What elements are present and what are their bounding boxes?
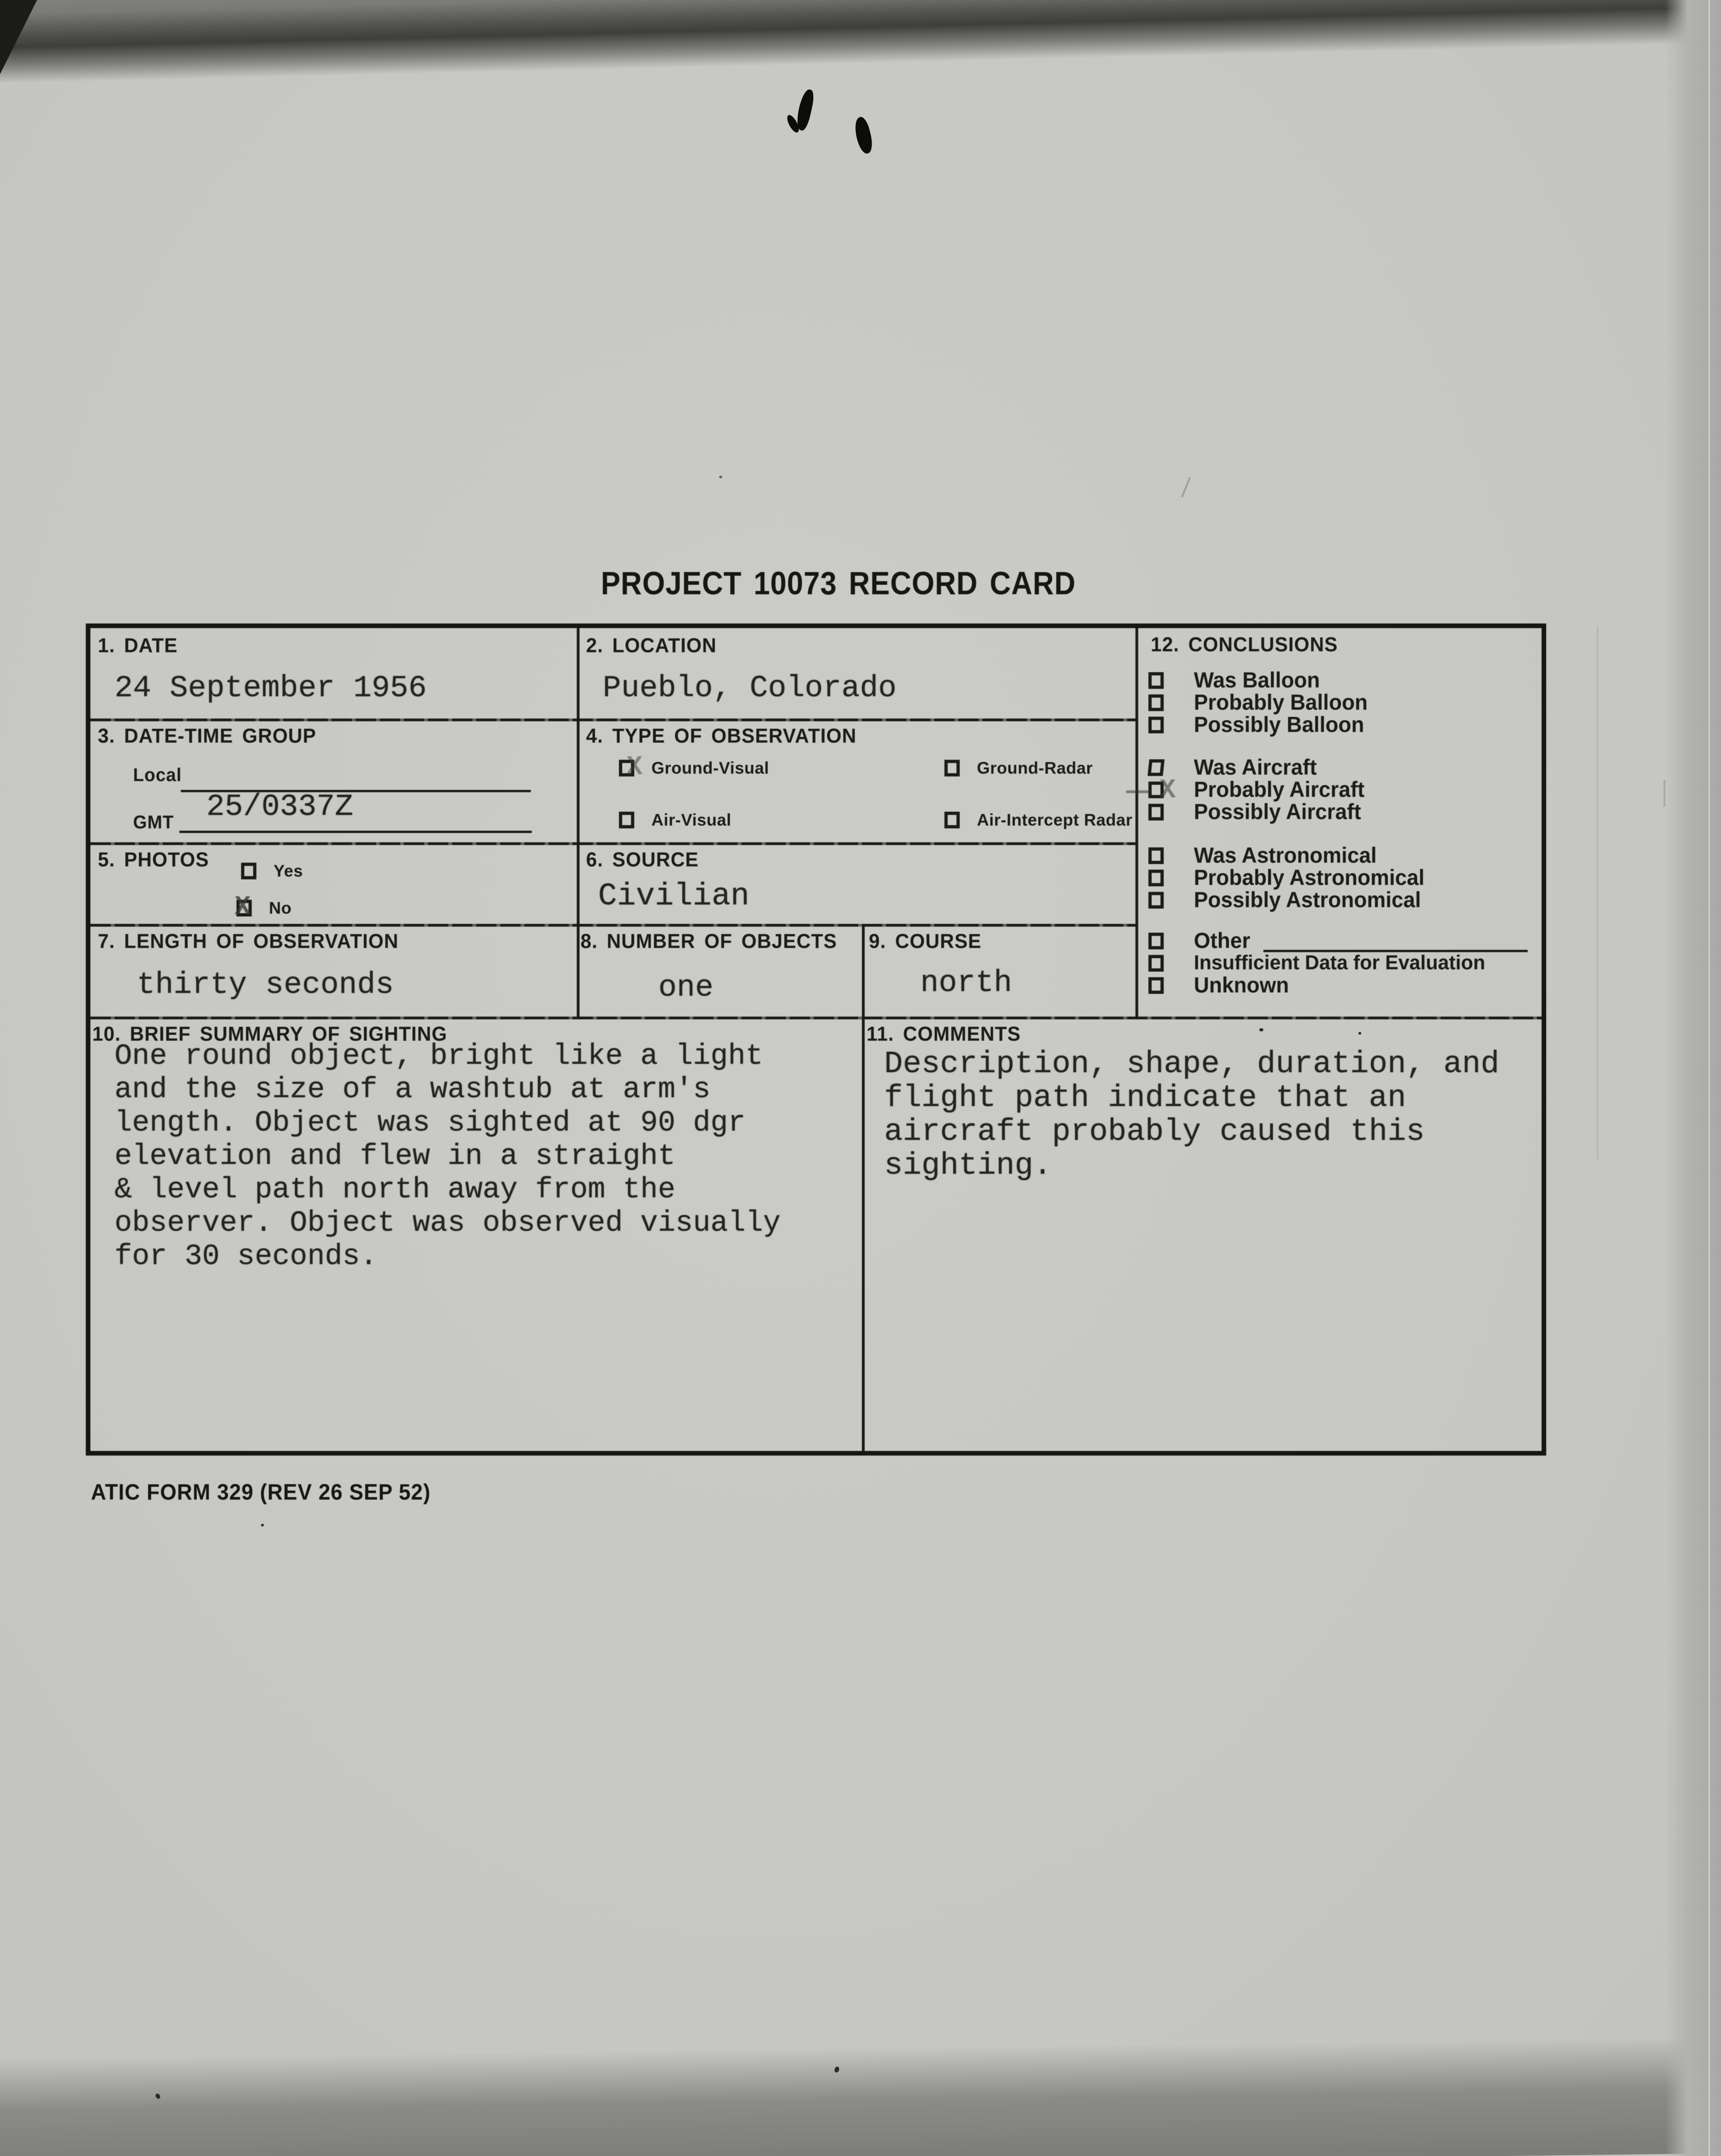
checkbox-air-intercept-radar	[944, 812, 960, 828]
field-value-length-of-observation: thirty seconds	[137, 967, 394, 1002]
gmt-value: 25/0337Z	[206, 789, 353, 824]
field-label-location: 2. LOCATION	[586, 634, 717, 657]
grid-line	[862, 924, 865, 1451]
checkbox-other	[1148, 933, 1164, 949]
field-label-course: 9. COURSE	[869, 930, 982, 953]
scan-top-band	[0, 0, 1721, 88]
checkbox-label: Yes	[274, 861, 303, 880]
checkbox-possibly-astronomical	[1148, 892, 1164, 909]
field-label-type-of-observation: 4. TYPE OF OBSERVATION	[586, 725, 857, 747]
conclusion-label: Insufficient Data for Evaluation	[1194, 951, 1485, 974]
conclusion-label: Was Aircraft	[1194, 755, 1317, 779]
checkbox-label: Air-Intercept Radar	[977, 810, 1133, 829]
grid-line	[90, 719, 1138, 721]
ink-speck	[719, 476, 722, 478]
checkbox-air-visual	[619, 812, 634, 828]
field-label-number-of-objects: 8. NUMBER OF OBJECTS	[580, 930, 837, 953]
comments-line: flight path indicate that an	[884, 1081, 1406, 1116]
grid-line	[1135, 628, 1138, 1018]
field-label-date: 1. DATE	[98, 634, 178, 657]
form-number: ATIC FORM 329 (REV 26 SEP 52)	[91, 1480, 431, 1505]
checkbox-probably-astronomical	[1148, 870, 1164, 886]
conclusion-label: Was Balloon	[1194, 668, 1320, 692]
conclusion-label: Unknown	[1194, 973, 1289, 997]
summary-line: One round object, bright like a light	[115, 1040, 763, 1073]
ink-blob	[852, 115, 875, 155]
check-x-mark: X	[1160, 776, 1176, 806]
checkbox-label: No	[269, 898, 292, 917]
gmt-label: GMT	[133, 812, 174, 833]
check-dash-mark	[1126, 790, 1150, 793]
field-label-comments: 11. COMMENTS	[867, 1023, 1021, 1045]
conclusion-label: Probably Aircraft	[1194, 777, 1365, 801]
checkbox-ground-radar	[944, 760, 960, 776]
scan-left-edge	[0, 70, 22, 2091]
field-label-photos: 5. PHOTOS	[98, 848, 209, 871]
local-label: Local	[133, 765, 182, 785]
grid-line	[90, 924, 1138, 927]
comments-line: sighting.	[884, 1148, 1052, 1183]
field-label-date-time-group: 3. DATE-TIME GROUP	[98, 725, 317, 747]
ink-speck	[261, 1524, 264, 1526]
checkbox-insufficient-data	[1148, 955, 1164, 972]
checkbox-label: Ground-Radar	[977, 758, 1093, 777]
checkbox-was-balloon	[1148, 672, 1164, 689]
checkbox-possibly-balloon	[1148, 717, 1164, 733]
field-label-length-of-observation: 7. LENGTH OF OBSERVATION	[98, 930, 399, 953]
field-value-number-of-objects: one	[658, 970, 714, 1005]
field-value-date: 24 September 1956	[115, 671, 427, 706]
checkbox-was-astronomical	[1148, 847, 1164, 864]
checkbox-probably-balloon	[1148, 694, 1164, 711]
checkbox-label: Air-Visual	[651, 810, 732, 829]
grid-line	[577, 628, 580, 1018]
record-card	[86, 623, 1546, 1456]
summary-line: and the size of a washtub at arm's	[115, 1073, 711, 1106]
scan-bottom-band	[0, 2037, 1721, 2156]
conclusion-label: Possibly Aircraft	[1194, 799, 1361, 824]
conclusion-label: Was Astronomical	[1194, 843, 1377, 867]
scan-fold-line	[1597, 626, 1598, 1159]
conclusion-label: Possibly Balloon	[1194, 712, 1364, 737]
summary-line: elevation and flew in a straight	[115, 1140, 676, 1173]
scan-scratch	[1708, 0, 1710, 2156]
checkbox-photos-yes	[241, 863, 256, 879]
field-label-summary: 10. BRIEF SUMMARY OF SIGHTING	[92, 1023, 447, 1045]
field-label-source: 6. SOURCE	[586, 848, 699, 871]
page-title: PROJECT 10073 RECORD CARD	[601, 565, 1076, 601]
field-value-source: Civilian	[598, 878, 750, 914]
check-x-mark: X	[626, 752, 643, 782]
grid-line	[90, 842, 1138, 845]
field-value-location: Pueblo, Colorado	[603, 671, 897, 706]
pencil-mark	[1181, 477, 1191, 497]
summary-line: observer. Object was observed visually	[115, 1207, 781, 1240]
summary-line: & level path north away from the	[115, 1173, 676, 1206]
conclusion-label: Probably Astronomical	[1194, 865, 1425, 890]
checkbox-label: Ground-Visual	[651, 758, 769, 777]
summary-line: for 30 seconds.	[115, 1240, 378, 1273]
pencil-mark	[1664, 780, 1665, 807]
gmt-underline	[179, 831, 532, 833]
scan-right-edge	[1665, 0, 1721, 2156]
conclusion-label: Possibly Astronomical	[1194, 887, 1421, 912]
comments-line: aircraft probably caused this	[884, 1114, 1425, 1150]
checkbox-possibly-aircraft	[1148, 804, 1164, 820]
field-value-course: north	[920, 966, 1013, 1000]
field-label-conclusions: 12. CONCLUSIONS	[1151, 633, 1338, 656]
conclusion-label: Other	[1194, 928, 1250, 953]
checkbox-unknown	[1148, 977, 1164, 994]
grid-line	[90, 1017, 1542, 1019]
check-x-mark: X	[235, 892, 251, 922]
comments-line: Description, shape, duration, and	[884, 1047, 1499, 1082]
checkbox-was-aircraft	[1147, 759, 1165, 776]
summary-line: length. Object was sighted at 90 dgr	[115, 1107, 746, 1139]
conclusion-label: Probably Balloon	[1194, 690, 1368, 714]
